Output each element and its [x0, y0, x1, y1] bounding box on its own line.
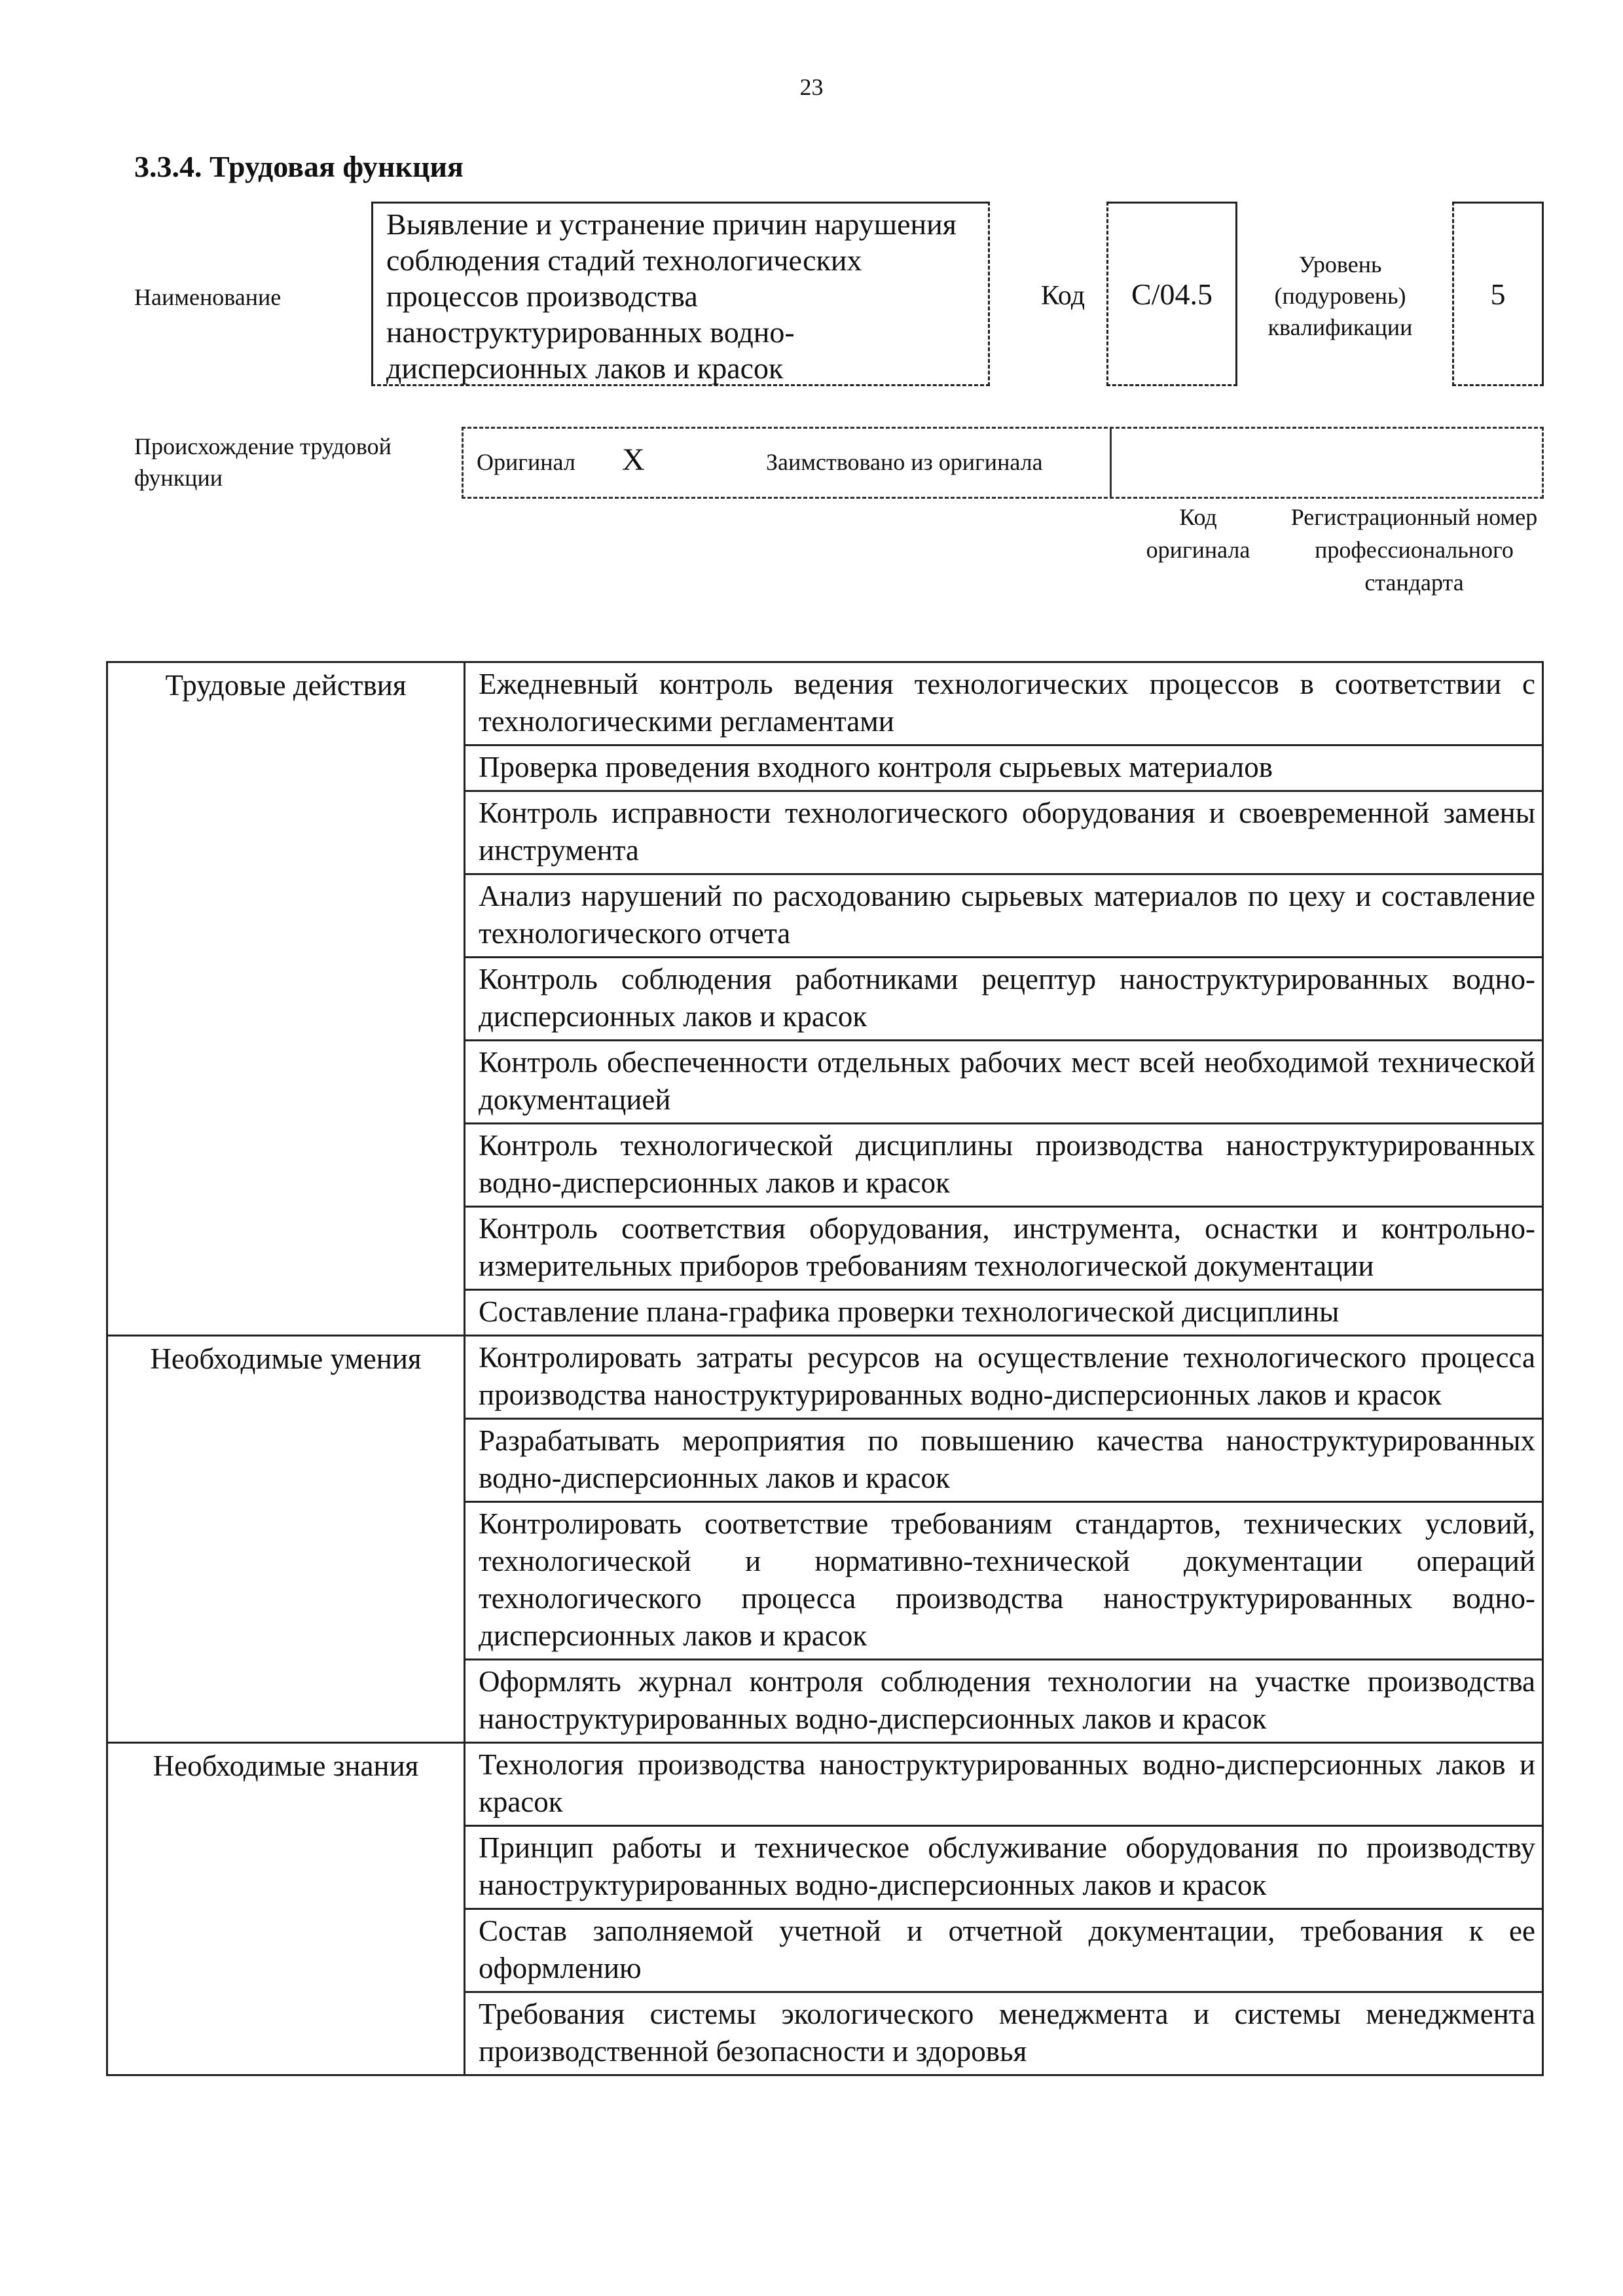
actions-label: Трудовые действия	[107, 662, 465, 1336]
name-label: Наименование	[134, 284, 282, 310]
action-item: Проверка проведения входного контроля сырьевых материалов	[465, 745, 1543, 791]
action-item: Контроль обеспеченности отдельных рабочих мест всей необходимой технической документацией	[465, 1041, 1543, 1124]
function-details-table	[106, 661, 1544, 2076]
level-value: 5	[1490, 277, 1506, 311]
table-row	[107, 1743, 1543, 1826]
action-item: Составление плана-графика проверки технологической дисциплины	[465, 1290, 1543, 1336]
code-box	[1106, 202, 1237, 386]
page-number: 23	[799, 74, 824, 100]
action-item: Контроль соблюдения работниками рецептур наноструктурированных водно-дисперсионных лаков и красок	[465, 958, 1543, 1041]
origin-label: Происхождение трудовой функции	[134, 433, 392, 491]
registration-number-caption: Регистрационный номер профессионального стандарта	[1290, 504, 1538, 596]
skill-item: Контролировать затраты ресурсов на осуществление технологического процесса производства наноструктурированных водно-дисперсионных лаков и красок	[465, 1336, 1543, 1419]
skill-item: Оформлять журнал контроля соблюдения технологии на участке производства наноструктурированных водно-дисперсионных лаков и красок	[465, 1660, 1543, 1743]
code-original-caption: Код оригинала	[1146, 504, 1250, 563]
skill-item: Разрабатывать мероприятия по повышению качества наноструктурированных водно-дисперсионных лаков и красок	[465, 1419, 1543, 1502]
level-label: Уровень (подуровень) квалификации	[1267, 251, 1413, 340]
origin-original-label: Оригинал	[477, 449, 575, 475]
knowledge-item: Принцип работы и техническое обслуживание оборудования по производству наноструктурированных водно-дисперсионных лаков и красок	[465, 1826, 1543, 1909]
origin-divider	[1110, 427, 1112, 499]
knowledge-item: Технология производства наноструктурированных водно-дисперсионных лаков и красок	[465, 1743, 1543, 1826]
knowledge-item: Состав заполняемой учетной и отчетной документации, требования к ее оформлению	[465, 1909, 1543, 1992]
table-row	[107, 1336, 1543, 1419]
action-item: Контроль технологической дисциплины производства наноструктурированных водно-дисперсионных лаков и красок	[465, 1124, 1543, 1207]
origin-borrowed-label: Заимствовано из оригинала	[766, 449, 1043, 475]
function-name-box	[371, 202, 990, 386]
action-item: Контроль соответствия оборудования, инструмента, оснастки и контрольно-измерительных приборов требованиям технологической документации	[465, 1207, 1543, 1290]
action-item: Контроль исправности технологического оборудования и своевременной замены инструмента	[465, 791, 1543, 874]
function-name-value: Выявление и устранение причин нарушения соблюдения стадий технологических процессов производства наноструктурированных водно-дисперсионных лаков и красок	[386, 207, 957, 385]
table-row	[107, 662, 1543, 745]
skill-item: Контролировать соответствие требованиям стандартов, технических условий, технологической и нормативно-технической документации операций технологического процесса производства наноструктурированных водно-дисперсионных лаков и красок	[465, 1502, 1543, 1660]
code-value: С/04.5	[1131, 277, 1213, 311]
skills-label: Необходимые умения	[107, 1336, 465, 1743]
code-label: Код	[1041, 281, 1085, 311]
section-title: 3.3.4. Трудовая функция	[134, 150, 464, 183]
action-item: Ежедневный контроль ведения технологических процессов в соответствии с технологическими регламентами	[465, 662, 1543, 745]
action-item: Анализ нарушений по расходованию сырьевых материалов по цеху и составление технологического отчета	[465, 874, 1543, 958]
knowledge-item: Требования системы экологического менеджмента и системы менеджмента производственной безопасности и здоровья	[465, 1992, 1543, 2075]
level-box	[1452, 202, 1544, 386]
origin-original-mark: X	[622, 442, 645, 477]
knowledge-label: Необходимые знания	[107, 1743, 465, 2075]
